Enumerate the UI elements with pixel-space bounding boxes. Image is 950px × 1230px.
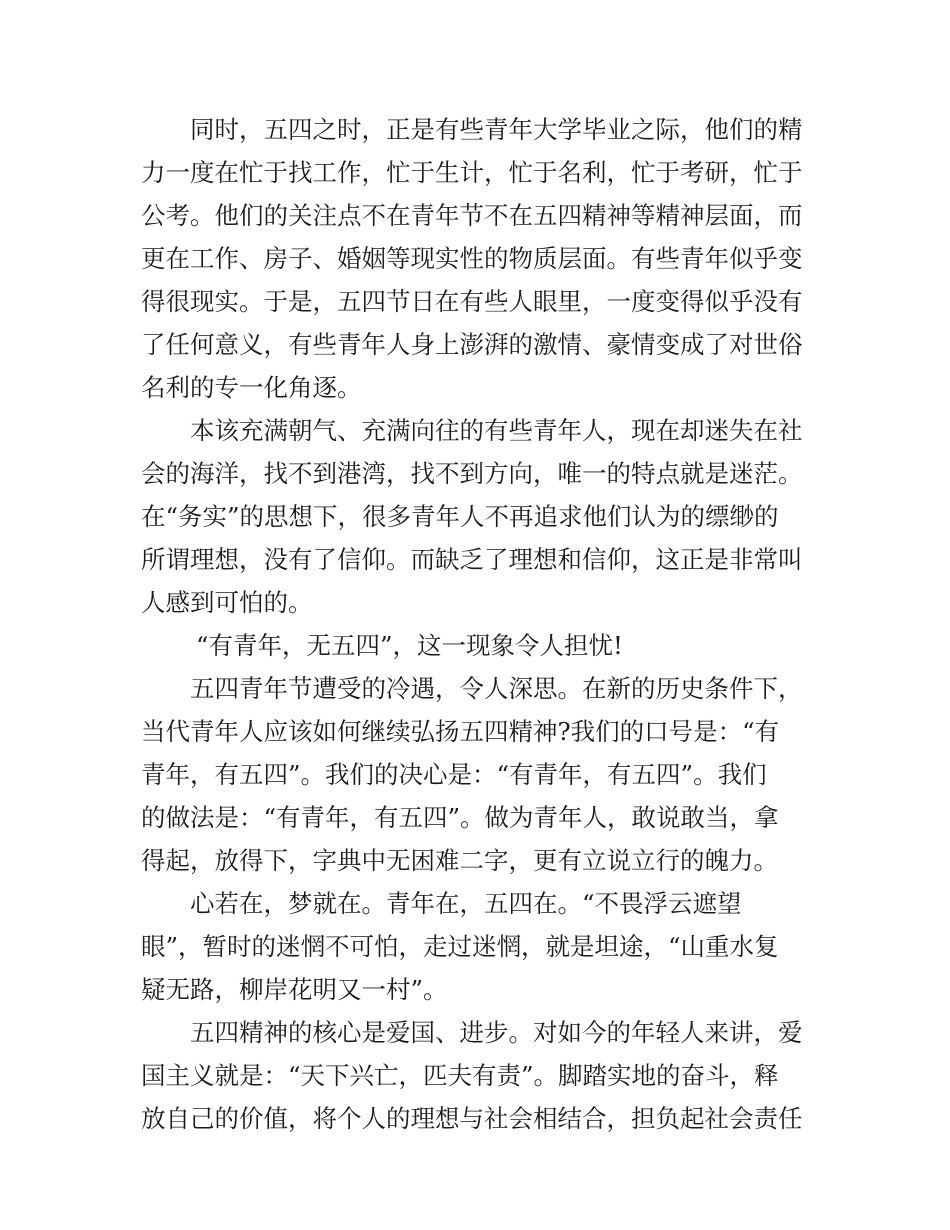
text-line: “有青年，无五四”，这一现象令人担忧!	[196, 631, 623, 660]
text-line: 更在工作、房子、婚姻等现实性的物质层面。有些青年似乎变	[141, 244, 803, 273]
paragraph-3	[141, 624, 813, 667]
text-line: 本该充满朝气、充满向往的有些青年人，现在却迷失在社	[190, 416, 803, 445]
text-line: 同时，五四之时，正是有些青年大学毕业之际，他们的精	[190, 115, 803, 144]
text-line: 力一度在忙于找工作，忙于生计，忙于名利，忙于考研，忙于	[141, 158, 803, 187]
text-line: 得起，放得下，字典中无困难二字，更有立说立行的魄力。	[141, 846, 778, 875]
text-line: 心若在，梦就在。青年在，五四在。“不畏浮云遮望	[190, 889, 742, 918]
text-line: 疑无路，柳岸花明又一村”。	[141, 975, 448, 1004]
paragraph-1	[141, 108, 813, 409]
paragraph-4	[141, 667, 813, 882]
text-line: 五四青年节遭受的冷遇，令人深思。在新的历史条件下，	[190, 674, 803, 703]
text-line: 名利的专一化角逐。	[141, 373, 362, 402]
text-line: 放自己的价值，将个人的理想与社会相结合，担负起社会责任	[141, 1104, 803, 1133]
text-line: 五四精神的核心是爱国、进步。对如今的年轻人来讲，爱	[190, 1018, 803, 1047]
text-line: 当代青年人应该如何继续弘扬五四精神?我们的口号是：“有	[141, 717, 780, 746]
text-line: 眼”，暂时的迷惘不可怕，走过迷惘，就是坦途，“山重水复	[141, 932, 779, 961]
paragraph-2	[141, 409, 813, 624]
text-line: 的做法是：“有青年，有五四”。做为青年人，敢说敢当，拿	[141, 803, 779, 832]
text-line: 人感到可怕的。	[141, 588, 313, 617]
paragraph-5	[141, 882, 813, 1011]
text-line: 国主义就是：“天下兴亡，匹夫有责”。脚踏实地的奋斗，释	[141, 1061, 779, 1090]
text-line: 在“务实”的思想下，很多青年人不再追求他们认为的缥缈的	[141, 502, 779, 531]
paragraph-6	[141, 1011, 813, 1140]
text-line: 所谓理想，没有了信仰。而缺乏了理想和信仰，这正是非常叫	[141, 545, 803, 574]
text-line: 了任何意义，有些青年人身上澎湃的激情、豪情变成了对世俗	[141, 330, 803, 359]
text-line: 得很现实。于是，五四节日在有些人眼里，一度变得似乎没有	[141, 287, 803, 316]
text-line: 会的海洋，找不到港湾，找不到方向，唯一的特点就是迷茫。	[141, 459, 803, 488]
text-line: 青年，有五四”。我们的决心是：“有青年，有五四”。我们	[141, 760, 767, 789]
document-body	[141, 108, 813, 1140]
text-line: 公考。他们的关注点不在青年节不在五四精神等精神层面，而	[141, 201, 803, 230]
